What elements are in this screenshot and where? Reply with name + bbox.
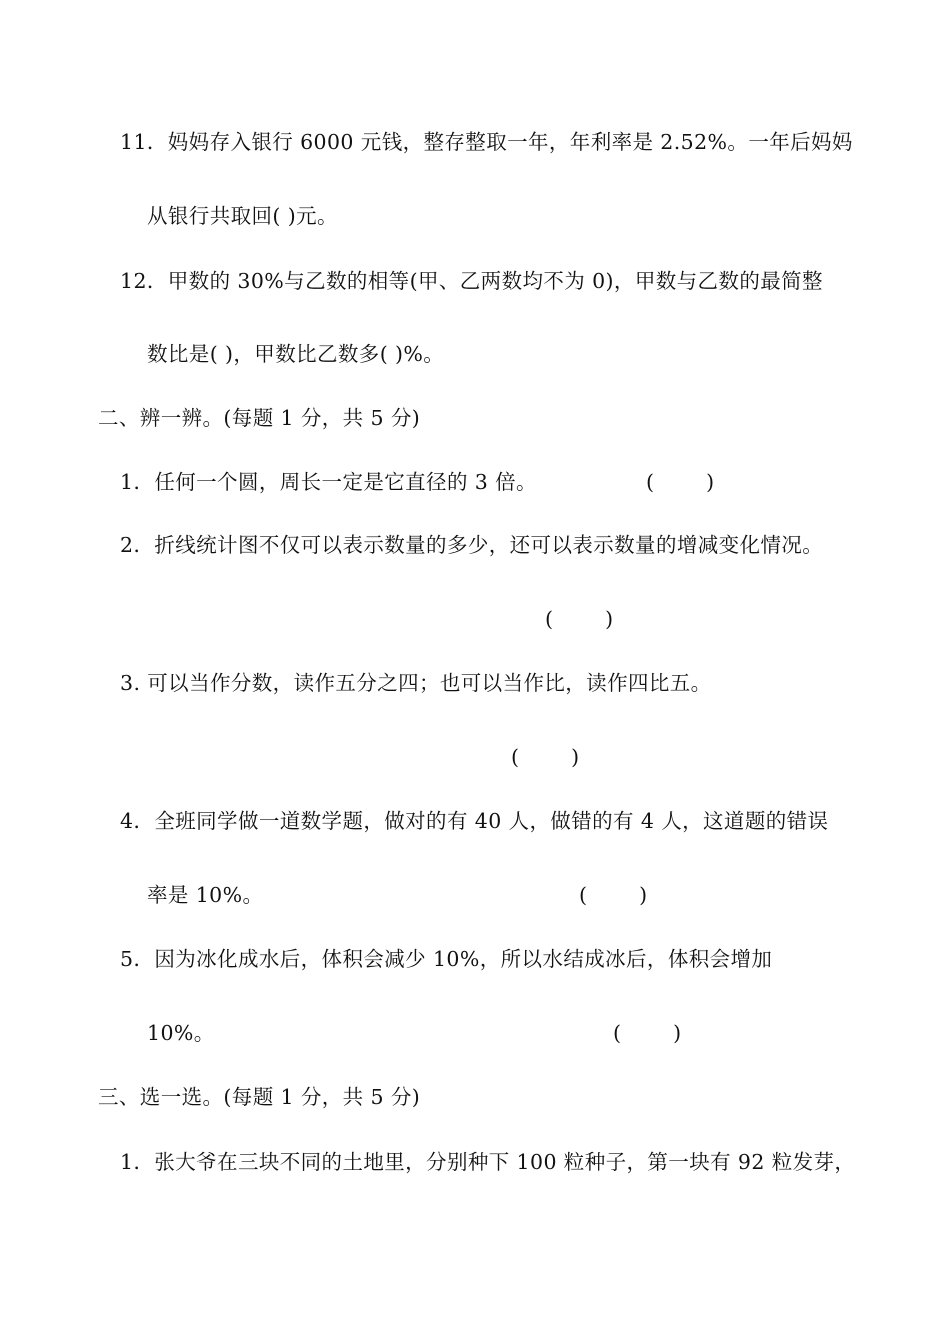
question-11-line-1: 11．妈妈存入银行 6000 元钱，整存整取一年，年利率是 2.52%。一年后妈妈 — [120, 130, 853, 154]
judge-answer-paren-3[interactable]: ( ) — [511, 745, 580, 769]
section-3-heading: 三、选一选。(每题 1 分，共 5 分) — [98, 1085, 421, 1109]
judge-question-4-line-1: 4．全班同学做一道数学题，做对的有 40 人，做错的有 4 人，这道题的错误 — [120, 809, 829, 833]
question-12-line-1: 12．甲数的 30%与乙数的相等(甲、乙两数均不为 0)，甲数与乙数的最简整 — [120, 269, 823, 293]
judge-answer-paren-1[interactable]: ( ) — [646, 470, 715, 494]
judge-answer-paren-2[interactable]: ( ) — [545, 607, 614, 631]
judge-question-2: 2．折线统计图不仅可以表示数量的多少，还可以表示数量的增减变化情况。 — [120, 533, 824, 557]
judge-question-4-line-2: 率是 10%。 — [147, 883, 264, 907]
judge-answer-paren-4[interactable]: ( ) — [579, 883, 648, 907]
question-11-line-2: 从银行共取回( )元。 — [147, 204, 338, 228]
judge-question-5-line-1: 5．因为冰化成水后，体积会减少 10%，所以水结成冰后，体积会增加 — [120, 947, 773, 971]
judge-answer-paren-5[interactable]: ( ) — [613, 1021, 682, 1045]
question-12-line-2: 数比是( )，甲数比乙数多( )%。 — [147, 342, 445, 366]
choice-question-1-line-1: 1．张大爷在三块不同的土地里，分别种下 100 粒种子，第一块有 92 粒发芽， — [120, 1150, 856, 1174]
judge-question-3: 3. 可以当作分数，读作五分之四；也可以当作比，读作四比五。 — [120, 671, 712, 695]
judge-question-5-line-2: 10%。 — [147, 1021, 215, 1045]
section-2-heading: 二、辨一辨。(每题 1 分，共 5 分) — [98, 406, 421, 430]
judge-question-1: 1．任何一个圆，周长一定是它直径的 3 倍。 — [120, 470, 537, 494]
